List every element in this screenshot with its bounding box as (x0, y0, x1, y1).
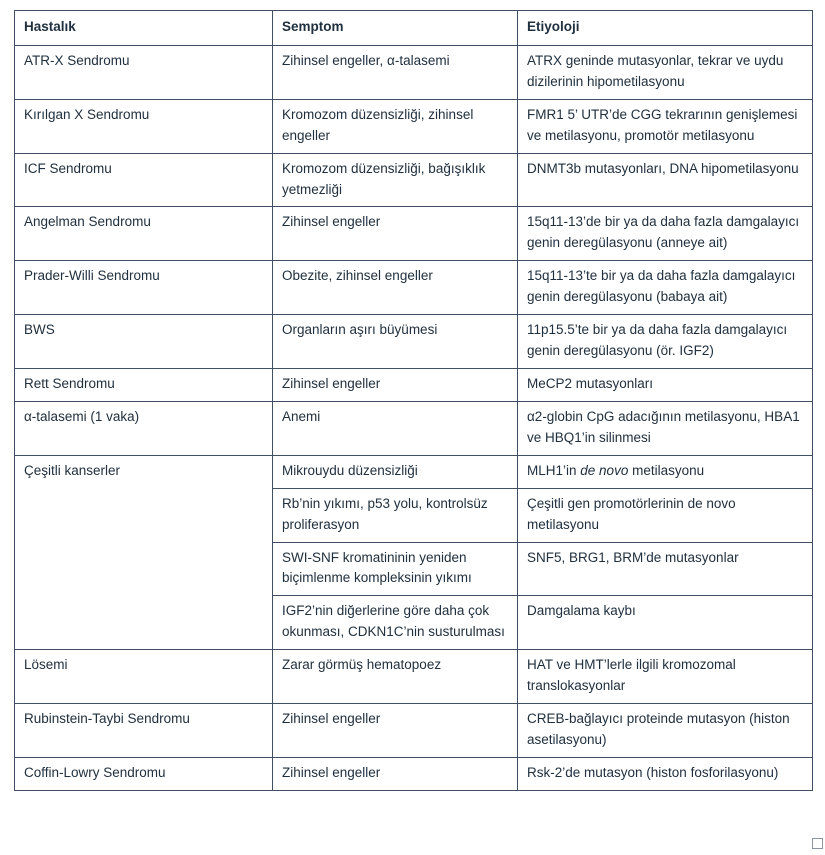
cell-disease (15, 401, 273, 455)
cell-symptom-text: Anemi (282, 408, 321, 424)
cell-disease (15, 315, 273, 369)
cell-symptom-text: Zarar görmüş hematopoez (282, 657, 442, 673)
cell-disease-text: α-talasemi (1 vaka) (24, 408, 140, 424)
cell-symptom (273, 99, 518, 153)
cell-symptom-text: Zihinsel engeller (282, 764, 381, 780)
cell-symptom (273, 261, 518, 315)
cell-etiology-text: HAT ve HMT’lerle ilgili kromozomal translokasyonlar (527, 657, 736, 694)
cell-symptom (273, 368, 518, 401)
resize-handle-icon[interactable] (812, 838, 823, 849)
cell-disease-text: Lösemi (24, 657, 68, 673)
cell-symptom-text: Zihinsel engeller, α-talasemi (282, 52, 450, 68)
cell-symptom (273, 207, 518, 261)
cell-symptom (273, 45, 518, 99)
cell-etiology-text: Çeşitli gen promotörlerinin de novo metilasyonu (527, 495, 736, 532)
cell-symptom-text: Kromozom düzensizliği, bağışıklık yetmezliği (282, 160, 486, 197)
cell-symptom-text: Zihinsel engeller (282, 375, 381, 391)
cell-symptom-text: Zihinsel engeller (282, 711, 381, 727)
cell-etiology (518, 153, 813, 207)
column-header-etiyoloji: Etiyoloji (518, 11, 813, 46)
cell-etiology (518, 261, 813, 315)
cell-etiology (518, 401, 813, 455)
cell-disease (15, 368, 273, 401)
column-header-hastalik: Hastalık (15, 11, 273, 46)
cell-etiology-text: 11p15.5’te bir ya da daha fazla damgalayıcı genin deregülasyonu (ör. IGF2) (527, 322, 788, 359)
cell-etiology-text: 15q11-13’de bir ya da daha fazla damgalayıcı genin deregülasyonu (anneye ait) (527, 214, 800, 251)
table-row (15, 704, 813, 758)
cell-disease-text: Angelman Sendromu (24, 214, 151, 230)
cell-etiology-text: DNMT3b mutasyonları, DNA hipometilasyonu (527, 160, 799, 176)
table-row (15, 455, 813, 488)
cell-symptom (273, 401, 518, 455)
cell-symptom (273, 596, 518, 650)
table-row (15, 368, 813, 401)
cell-etiology (518, 596, 813, 650)
cell-etiology-text: Rsk-2’de mutasyon (histon fosforilasyonu) (527, 764, 779, 780)
cell-symptom-text: Obezite, zihinsel engeller (282, 268, 433, 284)
cell-etiology (518, 368, 813, 401)
table-header (15, 11, 813, 46)
cell-disease-text: Rubinstein-Taybi Sendromu (24, 711, 190, 727)
cell-disease-text: Rett Sendromu (24, 375, 115, 391)
table-row (15, 315, 813, 369)
cell-disease-text: Coffin-Lowry Sendromu (24, 764, 166, 780)
table-row (15, 99, 813, 153)
cell-symptom (273, 455, 518, 488)
table-row (15, 207, 813, 261)
cell-symptom-text: IGF2’nin diğerlerine göre daha çok okunması, CDKN1C’nin susturulması (282, 603, 505, 640)
cell-disease (15, 757, 273, 790)
cell-disease (15, 99, 273, 153)
cell-disease-text: Kırılgan X Sendromu (24, 106, 150, 122)
cell-etiology (518, 704, 813, 758)
cell-disease-text: Prader-Willi Sendromu (24, 268, 160, 284)
cell-symptom (273, 542, 518, 596)
cell-symptom (273, 153, 518, 207)
cell-etiology-text: MLH1’in de novo metilasyonu (527, 462, 705, 478)
cell-etiology-text: 15q11-13’te bir ya da daha fazla damgalayıcı genin deregülasyonu (babaya ait) (527, 268, 796, 305)
cell-disease (15, 153, 273, 207)
cell-disease (15, 261, 273, 315)
column-header-semptom: Semptom (273, 11, 518, 46)
cell-symptom (273, 488, 518, 542)
cell-etiology-text: CREB-bağlayıcı proteinde mutasyon (histon asetilasyonu) (527, 711, 790, 747)
cell-disease (15, 207, 273, 261)
cell-etiology (518, 757, 813, 790)
cell-etiology-text: α2-globin CpG adacığının metilasyonu, HBA1 ve HBQ1’in silinmesi (527, 408, 800, 445)
cell-etiology (518, 315, 813, 369)
cell-etiology-text: FMR1 5’ UTR’de CGG tekrarının genişlemesi ve metilasyonu, promotör metilasyonu (527, 106, 798, 143)
cell-etiology (518, 488, 813, 542)
cell-disease-text: Çeşitli kanserler (24, 462, 121, 478)
table-row (15, 401, 813, 455)
cell-symptom-text: Zihinsel engeller (282, 214, 381, 230)
cell-disease-text: ATR-X Sendromu (24, 52, 130, 68)
cell-etiology-text: ATRX geninde mutasyonlar, tekrar ve uydu dizilerinin hipometilasyonu (527, 52, 784, 89)
table-row (15, 650, 813, 704)
cell-symptom-text: Organların aşırı büyümesi (282, 322, 438, 338)
epigenetics-disease-table (14, 10, 813, 791)
cell-etiology (518, 207, 813, 261)
cell-symptom-text: Mikrouydu düzensizliği (282, 462, 418, 478)
cell-etiology-text: MeCP2 mutasyonları (527, 375, 654, 391)
cell-etiology-text: Damgalama kaybı (527, 603, 636, 619)
cell-disease (15, 45, 273, 99)
cell-disease (15, 455, 273, 649)
cell-symptom (273, 315, 518, 369)
table-row (15, 45, 813, 99)
cell-etiology (518, 99, 813, 153)
cell-disease (15, 704, 273, 758)
table-row (15, 757, 813, 790)
cell-etiology (518, 650, 813, 704)
cell-symptom (273, 650, 518, 704)
cell-etiology-text: SNF5, BRG1, BRM’de mutasyonlar (527, 549, 739, 565)
epigenetics-disease-table-container (14, 10, 812, 791)
cell-symptom (273, 757, 518, 790)
cell-etiology (518, 45, 813, 99)
cell-disease-text: BWS (24, 322, 55, 338)
cell-etiology-italic-term: de novo (580, 462, 629, 478)
cell-disease-text: ICF Sendromu (24, 160, 112, 176)
cell-disease (15, 650, 273, 704)
table-row (15, 261, 813, 315)
cell-symptom-text: Rb’nin yıkımı, p53 yolu, kontrolsüz proliferasyon (282, 495, 488, 532)
cell-etiology (518, 455, 813, 488)
cell-symptom (273, 704, 518, 758)
table-header-row (15, 11, 813, 46)
cell-symptom-text: SWI-SNF kromatininin yeniden biçimlenme kompleksinin yıkımı (282, 549, 472, 586)
table-row (15, 153, 813, 207)
cell-etiology (518, 542, 813, 596)
cell-symptom-text: Kromozom düzensizliği, zihinsel engeller (282, 106, 474, 143)
table-body (15, 45, 813, 790)
